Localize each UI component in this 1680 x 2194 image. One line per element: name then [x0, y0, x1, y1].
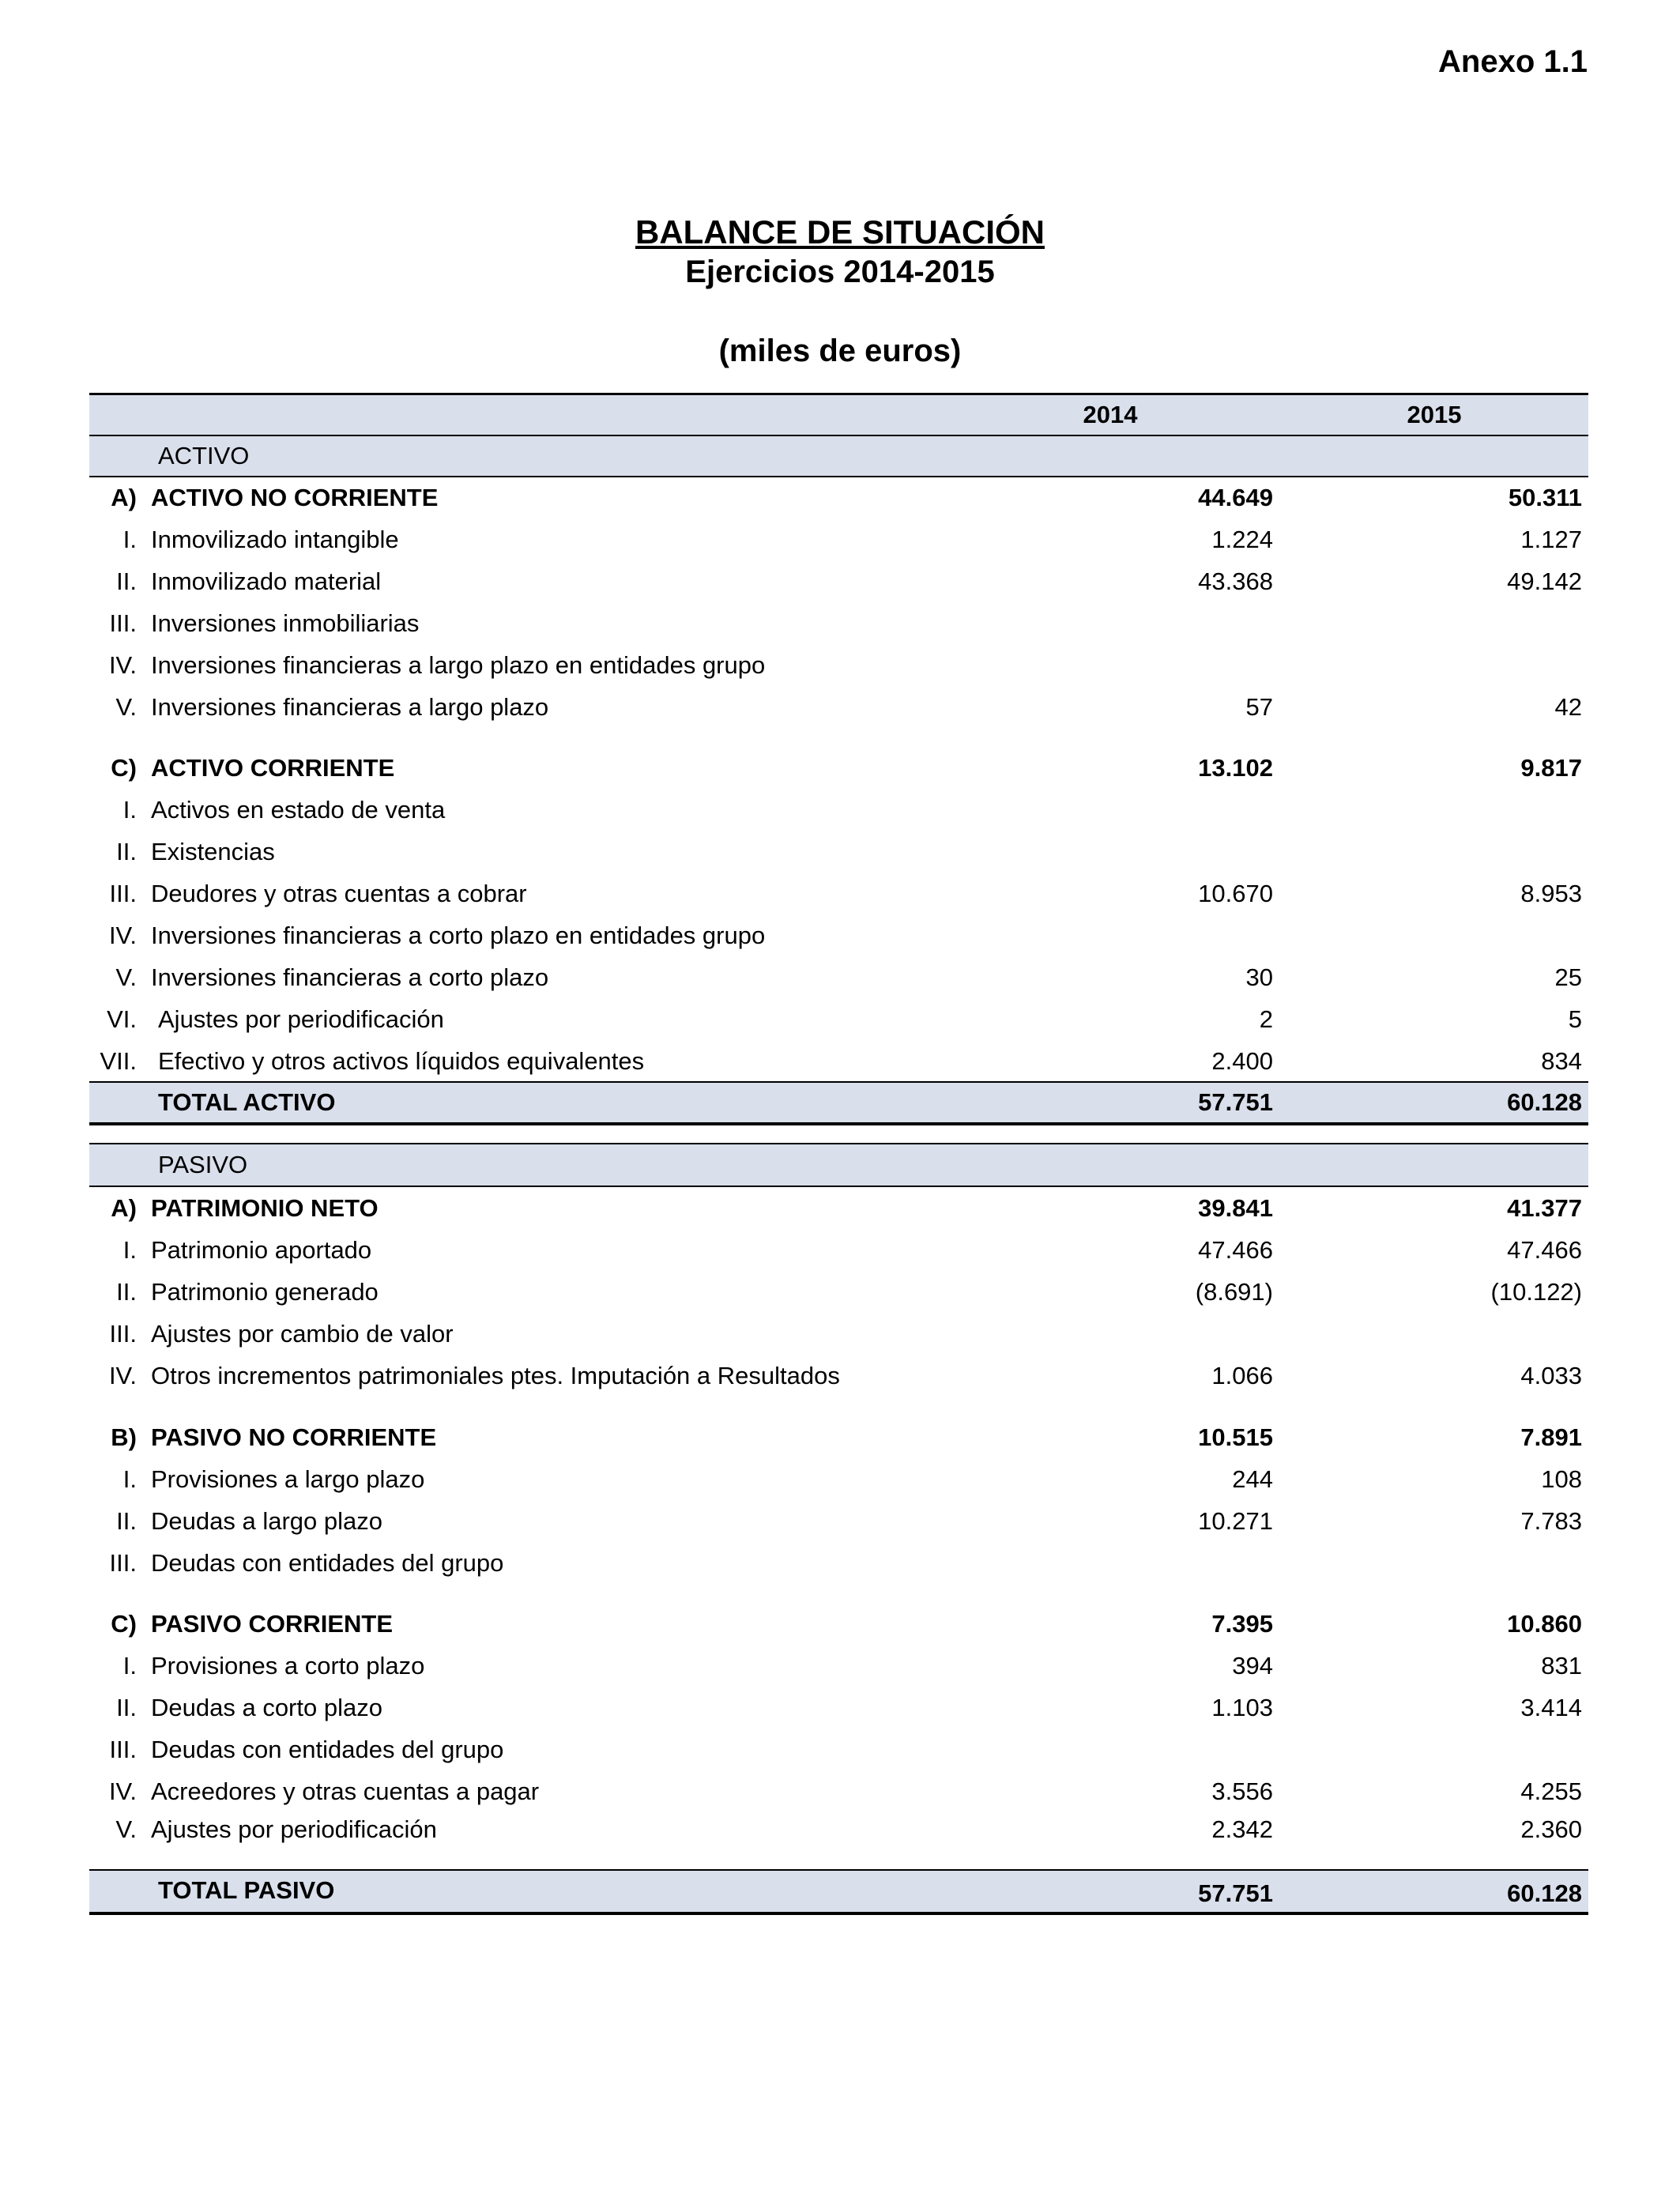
row-number: IV.	[108, 651, 137, 679]
row-label: Provisiones a corto plazo	[151, 1652, 425, 1679]
row-number: V.	[115, 963, 137, 991]
year-2015-header: 2015	[1407, 401, 1462, 428]
value-2014: 3.556	[1211, 1777, 1273, 1805]
value-2015: 42	[1554, 693, 1582, 721]
row-number: II.	[116, 838, 137, 865]
page-subtitle: Ejercicios 2014-2015	[685, 254, 995, 289]
total-activo-row	[89, 1083, 1588, 1122]
value-2015: 3.414	[1520, 1694, 1582, 1721]
value-2015: 8.953	[1520, 880, 1582, 907]
activo-row	[89, 1000, 1588, 1039]
pasivo-row	[89, 1502, 1588, 1541]
activo-row	[89, 562, 1588, 601]
pasivo-row	[89, 1189, 1588, 1228]
row-label: Ajustes por cambio de valor	[151, 1320, 454, 1348]
activo-row	[89, 790, 1588, 830]
value-2015: 834	[1541, 1047, 1582, 1075]
row-number: III.	[109, 1736, 137, 1763]
value-2015: 4.255	[1520, 1777, 1582, 1805]
row-label: Acreedores y otras cuentas a pagar	[151, 1777, 540, 1805]
pasivo-spacer-band	[89, 1125, 1588, 1143]
value-2015: 50.311	[1508, 484, 1582, 511]
total-activo-2015: 60.128	[1507, 1088, 1582, 1116]
page-title: BALANCE DE SITUACIÓN	[635, 213, 1045, 251]
activo-row	[89, 478, 1588, 518]
pasivo-row	[89, 1688, 1588, 1728]
row-label: PASIVO NO CORRIENTE	[151, 1423, 437, 1451]
row-number: III.	[109, 1549, 137, 1577]
row-label: Existencias	[151, 838, 275, 865]
annex-label: Anexo 1.1	[1438, 44, 1588, 79]
row-label: Inversiones financieras a largo plazo	[151, 693, 549, 721]
row-label: Provisiones a largo plazo	[151, 1465, 425, 1493]
value-2014: 1.103	[1211, 1694, 1273, 1721]
value-2014: 10.670	[1198, 880, 1273, 907]
value-2014: 1.224	[1211, 526, 1273, 553]
activo-row	[89, 748, 1588, 788]
row-number: I.	[122, 1236, 137, 1264]
value-2015: 7.891	[1520, 1423, 1582, 1451]
pasivo-row	[89, 1460, 1588, 1499]
row-label: Patrimonio generado	[151, 1278, 379, 1306]
value-2015: 41.377	[1507, 1194, 1582, 1222]
row-label: ACTIVO NO CORRIENTE	[151, 484, 439, 511]
row-number: I.	[122, 526, 137, 553]
value-2014: 1.066	[1211, 1362, 1273, 1389]
row-label: Deudas a corto plazo	[151, 1694, 382, 1721]
row-number: I.	[122, 1652, 137, 1679]
pasivo-row	[89, 1356, 1588, 1396]
value-2015: 47.466	[1507, 1236, 1582, 1264]
value-2014: 47.466	[1198, 1236, 1273, 1264]
value-2014: 39.841	[1198, 1194, 1273, 1222]
value-2015: 9.817	[1520, 754, 1582, 782]
row-number: I.	[122, 1465, 137, 1493]
activo-section-band	[89, 436, 1588, 476]
value-2015: 49.142	[1507, 567, 1582, 595]
row-number: III.	[109, 880, 137, 907]
value-2015: (10.122)	[1490, 1278, 1582, 1306]
row-label: Deudas a largo plazo	[151, 1507, 382, 1535]
value-2015: 4.033	[1520, 1362, 1582, 1389]
row-label: Inversiones financieras a largo plazo en entidades grupo	[151, 651, 766, 679]
row-number: I.	[122, 796, 137, 824]
row-number: V.	[115, 1815, 137, 1843]
total-pasivo-2015: 60.128	[1507, 1879, 1582, 1907]
pasivo-row	[89, 1772, 1588, 1811]
row-number: II.	[116, 1278, 137, 1306]
activo-row	[89, 688, 1588, 727]
total-pasivo-2014: 57.751	[1198, 1879, 1273, 1907]
activo-section-label: ACTIVO	[158, 442, 250, 469]
total-pasivo-label: TOTAL PASIVO	[158, 1876, 335, 1904]
row-label: PATRIMONIO NETO	[151, 1194, 379, 1222]
pasivo-row	[89, 1314, 1588, 1354]
row-label: Deudas con entidades del grupo	[151, 1549, 504, 1577]
value-2014: 10.515	[1198, 1423, 1273, 1451]
pasivo-row	[89, 1418, 1588, 1457]
row-number: III.	[109, 609, 137, 637]
pasivo-row	[89, 1272, 1588, 1312]
activo-row	[89, 916, 1588, 956]
activo-row	[89, 832, 1588, 872]
value-2014: 57	[1245, 693, 1273, 721]
value-2014: 7.395	[1211, 1610, 1273, 1638]
year-2014-header: 2014	[1083, 401, 1138, 428]
value-2015: 7.783	[1520, 1507, 1582, 1535]
row-label: Inversiones financieras a corto plazo	[151, 963, 549, 991]
value-2014: 44.649	[1198, 484, 1273, 511]
row-label: Ajustes por periodificación	[158, 1005, 444, 1033]
value-2014: 394	[1232, 1652, 1273, 1679]
total-pasivo-bottom-rule	[89, 1912, 1588, 1915]
total-activo-label: TOTAL ACTIVO	[158, 1088, 336, 1116]
row-number: IV.	[108, 922, 137, 949]
value-2014: 244	[1232, 1465, 1273, 1493]
pasivo-row	[89, 1730, 1588, 1770]
value-2015: 25	[1554, 963, 1582, 991]
row-number: V.	[115, 693, 137, 721]
value-2014: (8.691)	[1195, 1278, 1273, 1306]
value-2014: 30	[1245, 963, 1273, 991]
value-2015: 831	[1541, 1652, 1582, 1679]
activo-section-rule	[89, 476, 1588, 477]
activo-row	[89, 520, 1588, 560]
value-2015: 2.360	[1520, 1815, 1582, 1843]
row-label: Inversiones financieras a corto plazo en entidades grupo	[151, 922, 766, 949]
value-2015: 108	[1541, 1465, 1582, 1493]
row-number: III.	[109, 1320, 137, 1348]
total-activo-2014: 57.751	[1198, 1088, 1273, 1116]
row-number: A)	[111, 1194, 137, 1222]
value-2015: 10.860	[1507, 1610, 1582, 1638]
row-label: Inmovilizado material	[151, 567, 382, 595]
activo-row	[89, 646, 1588, 685]
pasivo-section-rule	[89, 1186, 1588, 1187]
activo-row	[89, 1042, 1588, 1081]
value-2014: 2.400	[1211, 1047, 1273, 1075]
row-label: Activos en estado de venta	[151, 796, 446, 824]
row-label: Inversiones inmobiliarias	[151, 609, 420, 637]
value-2014: 10.271	[1198, 1507, 1273, 1535]
row-number: IV.	[108, 1362, 137, 1389]
row-number: C)	[111, 1610, 137, 1638]
row-number: A)	[111, 484, 137, 511]
row-label: Deudores y otras cuentas a cobrar	[151, 880, 527, 907]
pasivo-row	[89, 1810, 1588, 1849]
row-label: ACTIVO CORRIENTE	[151, 754, 395, 782]
pasivo-row	[89, 1604, 1588, 1644]
row-number: II.	[116, 1694, 137, 1721]
activo-row	[89, 958, 1588, 997]
row-label: Efectivo y otros activos líquidos equivalentes	[158, 1047, 645, 1075]
activo-row	[89, 874, 1588, 914]
pasivo-section-label: PASIVO	[158, 1151, 248, 1178]
pasivo-row	[89, 1544, 1588, 1583]
value-2014: 2.342	[1211, 1815, 1273, 1843]
row-label: Otros incrementos patrimoniales ptes. Imputación a Resultados	[151, 1362, 840, 1389]
pasivo-section-band	[89, 1144, 1588, 1186]
row-label: Deudas con entidades del grupo	[151, 1736, 504, 1763]
row-number: II.	[116, 1507, 137, 1535]
row-number: B)	[111, 1423, 137, 1451]
value-2014: 13.102	[1198, 754, 1273, 782]
value-2015: 1.127	[1520, 526, 1582, 553]
value-2014: 43.368	[1198, 567, 1273, 595]
value-2014: 2	[1259, 1005, 1273, 1033]
value-2015: 5	[1568, 1005, 1582, 1033]
row-label: Patrimonio aportado	[151, 1236, 372, 1264]
row-label: Ajustes por periodificación	[151, 1815, 437, 1843]
row-number: VII.	[100, 1047, 137, 1075]
pasivo-row	[89, 1231, 1588, 1270]
row-number: C)	[111, 754, 137, 782]
row-label: PASIVO CORRIENTE	[151, 1610, 394, 1638]
row-number: IV.	[108, 1777, 137, 1805]
units-label: (miles de euros)	[718, 334, 962, 368]
row-number: VI.	[107, 1005, 137, 1033]
row-number: II.	[116, 567, 137, 595]
pasivo-row	[89, 1646, 1588, 1686]
activo-row	[89, 604, 1588, 643]
total-pasivo-row	[89, 1871, 1588, 1910]
row-label: Inmovilizado intangible	[151, 526, 399, 553]
